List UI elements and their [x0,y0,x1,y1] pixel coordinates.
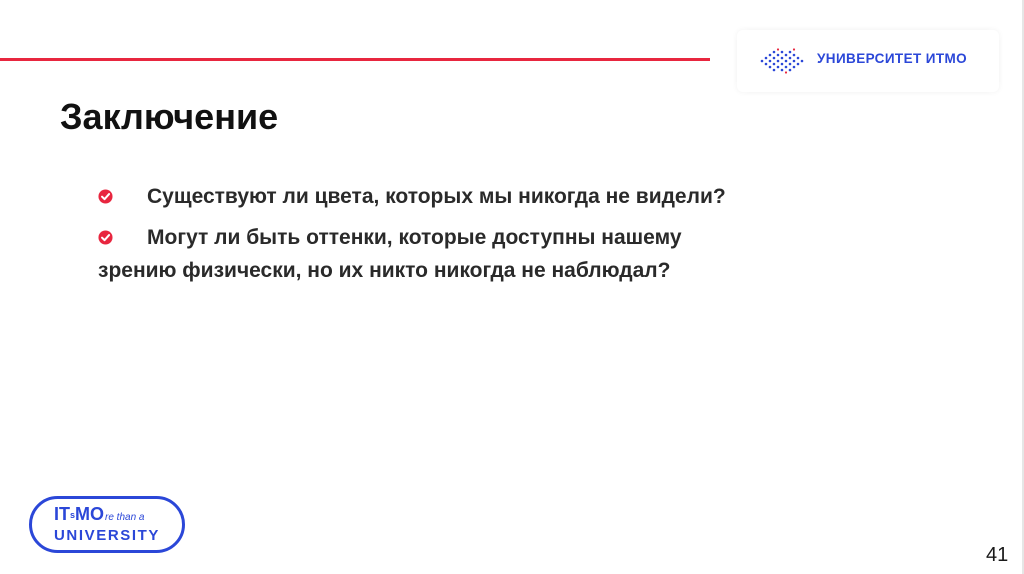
page-number: 41 [986,544,1009,566]
bullet-item [98,180,738,213]
logo-university: UNIVERSITY [54,527,161,544]
header-rule [0,58,710,61]
bullet-item [98,221,738,287]
itmo-dots-icon [759,48,809,74]
logo-itmo: ITsMO [54,504,105,524]
university-logo [737,30,999,92]
slide-title: Заключение [60,96,279,137]
bullet-text: Существуют ли цвета, которых мы никогда не видели? [147,185,726,208]
logo-text: УНИВЕРСИТЕТ ИТМО [817,51,968,66]
check-badge-icon [98,189,113,204]
bullet-list [98,180,738,295]
itmo-more-logo [29,496,185,553]
bullet-text: Могут ли быть оттенки, которые доступны нашему зрению физически, но их никто никогда не наблюдал? [98,226,682,282]
logo-row-1 [54,504,145,525]
check-badge-icon [98,230,113,245]
logo-more: re than a [105,512,145,523]
